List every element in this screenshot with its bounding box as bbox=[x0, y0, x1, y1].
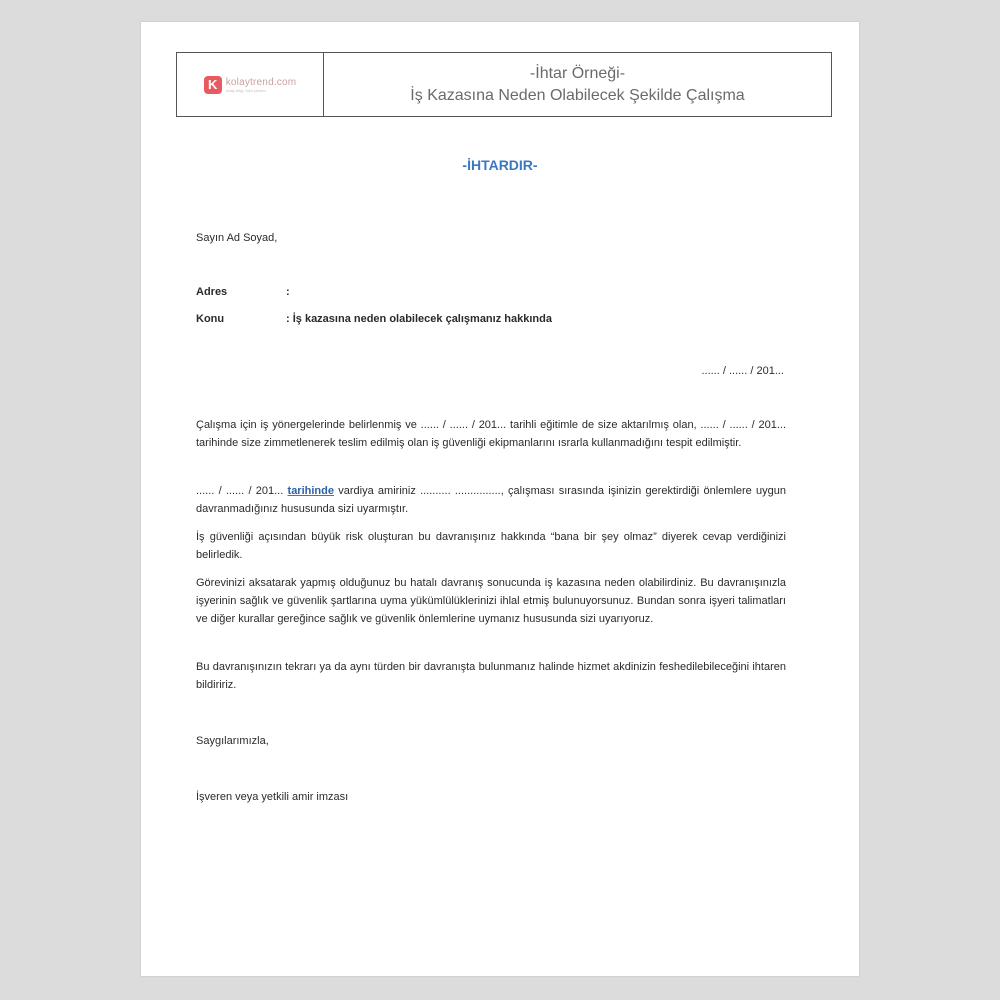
document-header bbox=[176, 52, 832, 117]
paragraph-4: Görevinizi aksatarak yapmış olduğunuz bu hatalı davranış sonucunda iş kazasına neden olabilirdiniz. Bu davranışınızla işyerinin sağlık ve güvenlik şartlarına uyma yükümlülüklerinizi ihlal etmiş bulunuyorsunuz. Bundan sonra işyeri talimatları ve diğer kurallar gereğince sağlık ve güvenlik önlemlerine uymanız hususunda sizi uyarıyoruz. bbox=[196, 577, 786, 625]
paragraph-2 bbox=[196, 482, 786, 518]
logo-text: kolaytrend.com bbox=[225, 76, 297, 88]
subject-value: : İş kazasına neden olabilecek çalışmanız hakkında bbox=[286, 313, 552, 325]
brand-logo bbox=[204, 76, 297, 94]
logo-tagline: kolay bilgi, hızlı çözüm bbox=[225, 87, 266, 93]
document-page bbox=[141, 22, 859, 976]
address-label: Adres bbox=[196, 286, 228, 298]
paragraph-3: İş güvenliği açısından büyük risk oluşturan bu davranışınız hakkında “bana bir şey olmaz” diyerek cevap verdiğinizi belirledik. bbox=[196, 531, 786, 561]
subject-row bbox=[196, 313, 552, 325]
paragraph-5: Bu davranışınızın tekrarı ya da aynı türden bir davranışta bulunmanız halinde hizmet akdinizin feshedilebileceğini ihtaren bildiririz. bbox=[196, 661, 786, 691]
logo-mark-icon: K bbox=[204, 76, 222, 94]
letter-date: ...... / ...... / 201... bbox=[701, 365, 784, 377]
signature-line: İşveren veya yetkili amir imzası bbox=[196, 791, 349, 803]
address-value: : bbox=[286, 286, 290, 298]
closing: Saygılarımızla, bbox=[196, 735, 269, 747]
document-heading: -İHTARDIR- bbox=[462, 157, 538, 173]
logo-cell bbox=[177, 53, 324, 116]
paragraph-2-date: ...... / ...... / 201... bbox=[196, 485, 284, 497]
header-title bbox=[324, 53, 831, 116]
paragraph-2-text: vardiya amiriniz .......... ..............., çalışması sırasında işinizin gerektirdiği önlemlere uygun davranmadığınız hususunda sizi uyarmıştır. bbox=[196, 485, 786, 515]
header-title-line2: İş Kazasına Neden Olabilecek Şekilde Çalışma bbox=[410, 86, 745, 104]
subject-label: Konu bbox=[196, 313, 225, 325]
tarihinde-link[interactable]: tarihinde bbox=[287, 485, 334, 497]
paragraph-1: Çalışma için iş yönergelerinde belirlenmiş ve ...... / ...... / 201... tarihli eğitimle de size aktarılmış olan, ...... / ...... / 201... tarihinde size zimmetlenerek teslim edilmiş olan iş güvenliği ekipmanlarını ısrarla kullanmadığını tespit edilmiştir. bbox=[196, 419, 786, 449]
header-title-line1: -İhtar Örneği- bbox=[529, 64, 626, 82]
address-row bbox=[196, 286, 290, 298]
salutation: Sayın Ad Soyad, bbox=[196, 232, 278, 244]
